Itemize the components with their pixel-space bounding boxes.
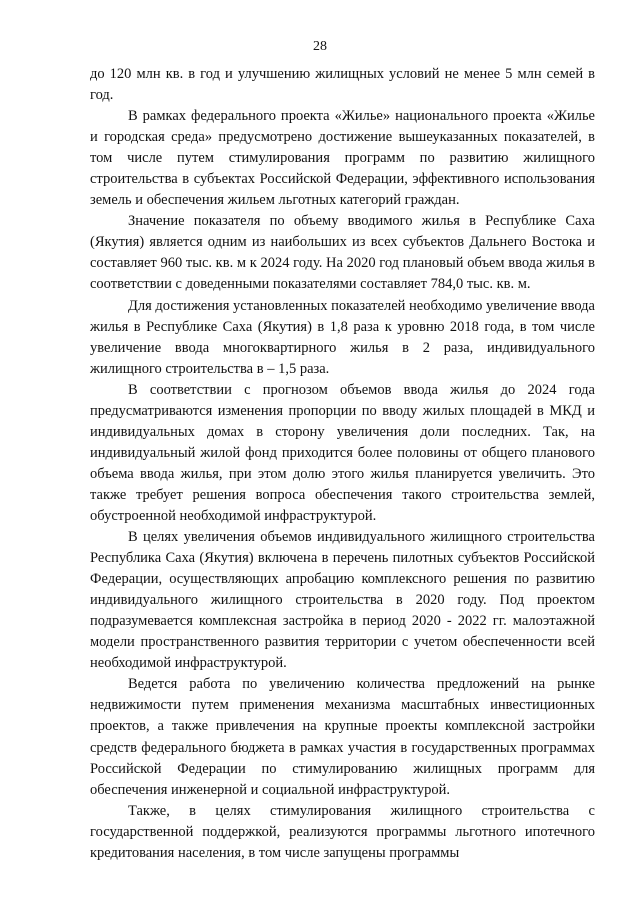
paragraph-pilot-subjects: В целях увеличения объемов индивидуального жилищного строительства Республика Саха (Якутия) включена в перечень пилотных субъектов Российской Федерации, осуществляющих апробацию комплексного решения по развитию индивидуального жилищного строительства в 2020 году. Под проектом подразумевается комплексная застройка в период 2020 - 2022 гг. малоэтажной модели пространственного развития территории с учетом обеспеченности всей необходимой инфраструктурой. [90,529,595,672]
page-number: 28 [313,39,327,54]
paragraph-federal-project: В рамках федерального проекта «Жилье» национального проекта «Жилье и городская среда» предусмотрено достижение вышеуказанных показателей, в том числе путем стимулирования программ по развитию жилищного строительства в субъектах Российской Федерации, эффективного использования земель и обеспечения жильем льготных категорий граждан. [90,108,595,209]
paragraph-continuation: до 120 млн кв. в год и улучшению жилищных условий не менее 5 млн семей в год. [90,66,595,104]
paragraph-targets: Для достижения установленных показателей необходимо увеличение ввода жилья в Республике Саха (Якутия) в 1,8 раза к уровню 2018 года, в том числе увеличение ввода многоквартирного жилья в 2 раза, индивидуального жилищного строительства в – 1,5 раза. [90,297,595,377]
body-text [90,64,595,864]
paragraph-mortgage-programs: Также, в целях стимулирования жилищного строительства с государственной поддержкой, реализуются программы льготного ипотечного кредитования населения, в том числе запущены программы [90,802,595,861]
paragraph-forecast: В соответствии с прогнозом объемов ввода жилья до 2024 года предусматриваются изменения пропорции по вводу жилых площадей в МКД и индивидуальных домах в сторону увеличения доли последних. Так, на индивидуальный жилой фонд приходится более половины от общего планового объема ввода жилья, при этом долю этого жилья планируется увеличить. Это также требует решения вопроса обеспечения такого строительства землей, обустроенной необходимой инфраструктурой. [90,381,595,524]
paragraph-housing-indicator: Значение показателя по объему вводимого жилья в Республике Саха (Якутия) является одним из наибольших из всех субъектов Дальнего Востока и составляет 960 тыс. кв. м к 2024 году. На 2020 год плановый объем ввода жилья в соответствии с доведенными показателями составляет 784,0 тыс. кв. м. [90,213,595,293]
paragraph-investment-projects: Ведется работа по увеличению количества предложений на рынке недвижимости путем применения механизма масштабных инвестиционных проектов, а также привлечения на крупные проекты комплексной застройки средств федерального бюджета в рамках участия в государственных программах Российской Федерации по стимулированию жилищных программ для обеспечения инженерной и социальной инфраструктурой. [90,676,595,798]
